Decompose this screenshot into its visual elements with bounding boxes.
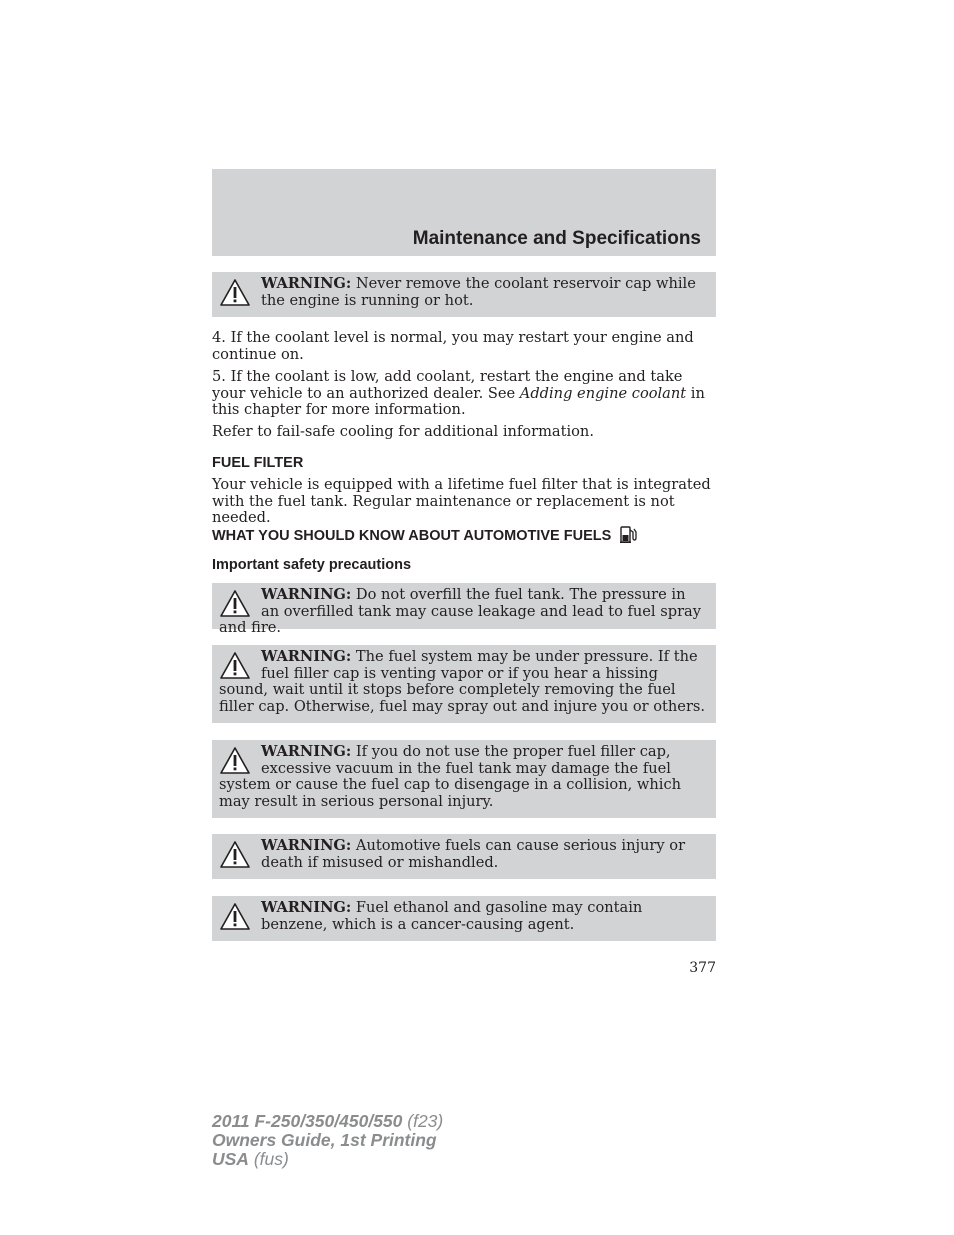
warning-text: Fuel ethanol and gasoline may contain benzene, which is a cancer-causing agent. — [261, 899, 643, 933]
warning-text: If you do not use the proper fuel filler cap, excessive vacuum in the fuel tank may damage the fuel system or cause the fuel cap to disengage in a collision, which may result in serious personal injury. — [219, 743, 682, 810]
warning-triangle-icon — [219, 651, 251, 681]
warning-label: WARNING: — [261, 743, 352, 760]
footer-line-model — [212, 1112, 443, 1131]
warning-box-misuse — [212, 834, 716, 879]
warning-text: Automotive fuels can cause serious injury or death if misused or mishandled. — [261, 837, 686, 871]
warning-box-coolant-cap — [212, 272, 716, 317]
warning-box-overfill — [212, 583, 716, 636]
footer-line-printing: Owners Guide, 1st Printing — [212, 1130, 437, 1150]
footer-model: 2011 F-250/350/450/550 — [212, 1111, 403, 1131]
footer-line-market — [212, 1150, 443, 1169]
refer-paragraph: Refer to fail-safe cooling for additional information. — [212, 423, 594, 440]
warning-triangle-icon — [219, 746, 251, 776]
footer-model-code: (f23) — [402, 1111, 444, 1131]
warning-label: WARNING: — [261, 275, 352, 292]
fuel-filter-paragraph: Your vehicle is equipped with a lifetime fuel filter that is integrated with the fuel tank. Regular maintenance or replacement is not needed. — [212, 476, 711, 526]
fuel-filter-heading: FUEL FILTER — [212, 455, 304, 471]
warning-triangle-icon — [219, 902, 251, 932]
warning-text: The fuel system may be under pressure. If the fuel filler cap is venting vapor or if you hear a hissing sound, wait until it stops before completely removing the fuel filler cap. Otherwise, fuel may spray out and injure you or others. — [219, 648, 706, 715]
warning-box-pressure — [212, 645, 716, 723]
warning-text: Never remove the coolant reservoir cap while the engine is running or hot. — [261, 275, 696, 309]
warning-label: WARNING: — [261, 837, 352, 854]
step-5-paragraph — [212, 369, 716, 419]
step-5-text: 5. If the coolant is low, add coolant, restart the engine and take your vehicle to an authorized dealer. See — [212, 368, 683, 402]
adding-engine-coolant-reference: Adding engine coolant — [519, 384, 687, 402]
warning-label: WARNING: — [261, 648, 352, 665]
warning-triangle-icon — [219, 840, 251, 870]
document-footer — [212, 1112, 443, 1169]
warning-label: WARNING: — [261, 586, 352, 603]
safety-precautions-subheading: Important safety precautions — [212, 557, 412, 573]
footer-market: USA — [212, 1149, 249, 1169]
step-5-text-end: in this chapter for more information. — [212, 384, 705, 418]
fuel-pump-icon — [619, 525, 637, 544]
warning-text: Do not overfill the fuel tank. The pressure in an overfilled tank may cause leakage and lead to fuel spray and fire. — [219, 586, 701, 636]
step-4-paragraph: 4. If the coolant level is normal, you may restart your engine and continue on. — [212, 329, 694, 363]
chapter-header-band — [212, 169, 716, 256]
warning-triangle-icon — [219, 278, 251, 308]
automotive-fuels-heading — [212, 525, 637, 544]
warning-box-benzene — [212, 896, 716, 941]
page-number: 377 — [689, 960, 716, 976]
footer-market-code: (fus) — [248, 1149, 289, 1169]
automotive-fuels-heading-text: WHAT YOU SHOULD KNOW ABOUT AUTOMOTIVE FUELS — [212, 528, 612, 544]
warning-triangle-icon — [219, 589, 251, 619]
warning-label: WARNING: — [261, 899, 352, 916]
chapter-title: Maintenance and Specifications — [412, 228, 701, 249]
warning-box-filler-cap — [212, 740, 716, 818]
